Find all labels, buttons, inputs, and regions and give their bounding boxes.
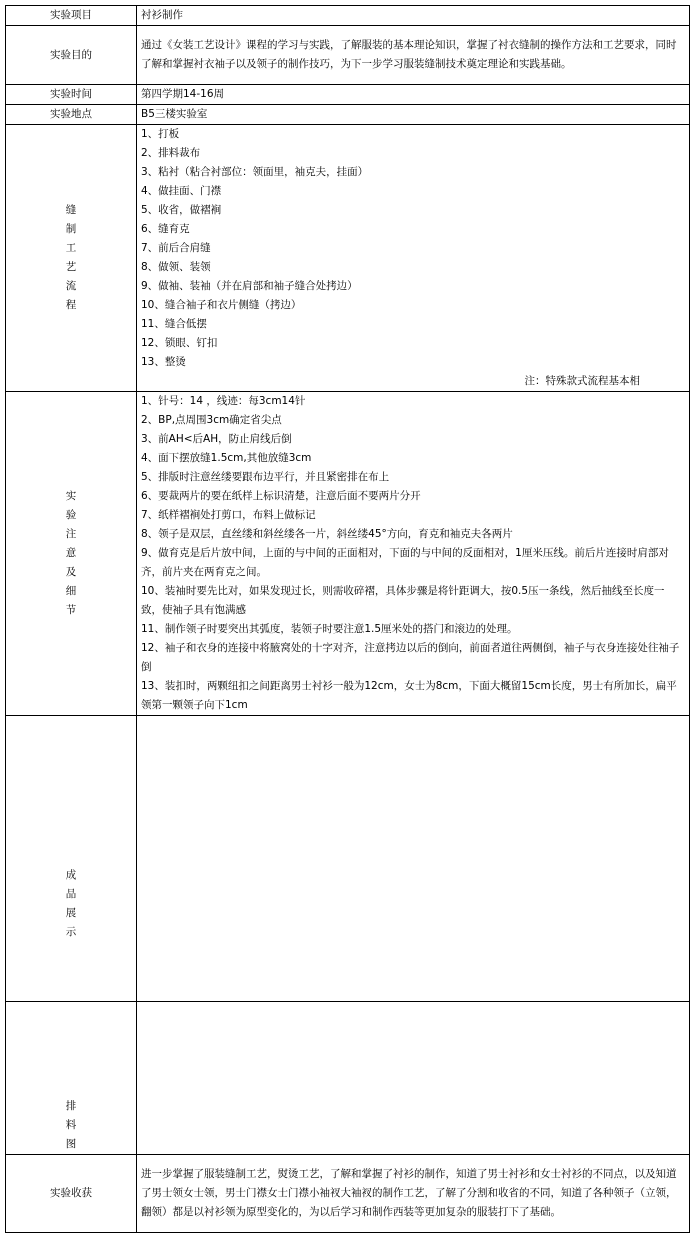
process-label-char: 工 xyxy=(65,242,77,254)
location-label: 实验地点 xyxy=(6,105,137,125)
detail-item: 9、做育克是后片放中间，上面的与中间的正面相对，下面的与中间的反面相对，1厘米压线。前后片连接时肩部对齐，前片夹在两育克之间。 xyxy=(141,547,669,578)
project-value: 衬衫制作 xyxy=(137,6,690,26)
row-details xyxy=(6,392,690,716)
showcase-label-char: 品 xyxy=(65,887,77,900)
detail-item: 8、领子是双层，直丝缕和斜丝缕各一片，斜丝缕45°方向，育克和袖克夫各两片 xyxy=(141,528,513,540)
time-value: 第四学期14-16周 xyxy=(137,85,690,105)
layout-area xyxy=(137,1002,690,1155)
row-time xyxy=(6,85,690,105)
details-label xyxy=(6,392,137,716)
process-label-char: 缝 xyxy=(65,204,77,216)
row-location xyxy=(6,105,690,125)
layout-label-char: 图 xyxy=(65,1138,77,1150)
details-label-char: 验 xyxy=(65,509,77,521)
process-step: 7、前后合肩缝 xyxy=(141,242,211,254)
process-label-char: 制 xyxy=(65,223,77,235)
detail-item: 1、针号：14 ，线迹：每3cm14针 xyxy=(141,395,306,407)
process-step: 9、做袖、装袖（并在肩部和袖子缝合处拷边） xyxy=(141,280,358,292)
process-step: 11、缝合低摆 xyxy=(141,318,207,330)
details-label-char: 细 xyxy=(65,585,77,597)
details-label-char: 节 xyxy=(65,604,77,616)
process-step: 3、粘衬（粘合衬部位：领面里，袖克夫，挂面） xyxy=(141,166,369,178)
showcase-label-char: 成 xyxy=(65,868,77,881)
process-steps xyxy=(137,125,690,392)
details-label-char: 及 xyxy=(65,566,77,578)
experiment-report-table xyxy=(5,5,690,1233)
layout-label xyxy=(6,1002,137,1155)
process-label-char: 流 xyxy=(65,280,77,292)
process-label xyxy=(6,125,137,392)
detail-item: 2、BP,点周围3cm确定省尖点 xyxy=(141,414,282,426)
process-step: 12、锁眼、钉扣 xyxy=(141,337,218,349)
detail-item: 4、面下摆放缝1.5cm,其他放缝3cm xyxy=(141,452,312,464)
row-process xyxy=(6,125,690,392)
showcase-label xyxy=(6,716,137,1002)
row-showcase xyxy=(6,716,690,1002)
harvest-label: 实验收获 xyxy=(6,1155,137,1233)
process-step: 10、缝合袖子和衣片侧缝（拷边） xyxy=(141,299,302,311)
time-label: 实验时间 xyxy=(6,85,137,105)
process-label-char: 程 xyxy=(65,299,77,311)
process-step: 4、做挂面、门襟 xyxy=(141,185,222,197)
process-step: 6、缝育克 xyxy=(141,223,190,235)
detail-item: 12、袖子和衣身的连接中将腋窝处的十字对齐，注意拷边以后的倒向，前面者道往两侧倒，袖子与衣身连接处往袖子倒 xyxy=(141,642,680,673)
row-purpose xyxy=(6,26,690,85)
detail-item: 13、装扣时，两颗纽扣之间距离男士衬衫一般为12cm，女士为8cm，下面大概留15cm长度，男士有所加长，扁平领第一颗领子向下1cm xyxy=(141,680,677,711)
detail-item: 7、纸样褶裥处打剪口，布料上做标记 xyxy=(141,509,316,521)
detail-item: 6、要裁两片的要在纸样上标识清楚，注意后面不要两片分开 xyxy=(141,490,421,502)
process-step: 8、做领、装领 xyxy=(141,261,211,273)
process-step: 1、打板 xyxy=(141,128,180,140)
row-harvest xyxy=(6,1155,690,1233)
location-value: B5三楼实验室 xyxy=(137,105,690,125)
layout-label-char: 排 xyxy=(65,1100,77,1112)
details-items xyxy=(137,392,690,716)
layout-label-char: 料 xyxy=(65,1119,77,1131)
detail-item: 5、排版时注意丝缕要跟布边平行，并且紧密排在布上 xyxy=(141,471,390,483)
detail-item: 11、制作领子时要突出其弧度，装领子时要注意1.5厘米处的搭门和滚边的处理。 xyxy=(141,623,518,635)
process-label-char: 艺 xyxy=(65,261,77,273)
process-step: 5、收省，做褶裥 xyxy=(141,204,222,216)
purpose-label: 实验目的 xyxy=(6,26,137,85)
harvest-value: 进一步掌握了服装缝制工艺，熨烫工艺，了解和掌握了衬衫的制作，知道了男士衬衫和女士衬衫的不同点，以及知道了男士领女士领，男士门襟女士门襟小袖衩大袖衩的制作工艺，了解了分割和收省的不同，知道了各种领子（立领，翻领）都是以衬衫领为原型变化的，为以后学习和制作西装等更加复杂的服装打下了基础。 xyxy=(137,1155,690,1233)
row-layout xyxy=(6,1002,690,1155)
detail-item: 10、装袖时要先比对，如果发现过长，则需收碎褶，具体步骤是将针距调大，按0.5压一条线，然后抽线至长度一致，使袖子具有饱满感 xyxy=(141,585,665,616)
process-step: 13、整烫 xyxy=(141,356,186,368)
row-project xyxy=(6,6,690,26)
process-step: 2、排料裁布 xyxy=(141,147,201,159)
project-label: 实验项目 xyxy=(6,6,137,26)
details-label-char: 实 xyxy=(65,490,77,502)
showcase-area xyxy=(137,716,690,1002)
details-label-char: 意 xyxy=(65,547,77,559)
process-note: 注：特殊款式流程基本相 xyxy=(524,375,640,387)
details-label-char: 注 xyxy=(65,528,77,540)
detail-item: 3、前AH<后AH，防止肩线后倒 xyxy=(141,433,292,445)
showcase-label-char: 展 xyxy=(65,906,77,919)
showcase-label-char: 示 xyxy=(65,925,77,938)
purpose-value: 通过《女装工艺设计》课程的学习与实践，了解服装的基本理论知识，掌握了衬衣缝制的操作方法和工艺要求，同时了解和掌握衬衣袖子以及领子的制作技巧，为下一步学习服装缝制技术奠定理论和实践基础。 xyxy=(137,26,690,85)
